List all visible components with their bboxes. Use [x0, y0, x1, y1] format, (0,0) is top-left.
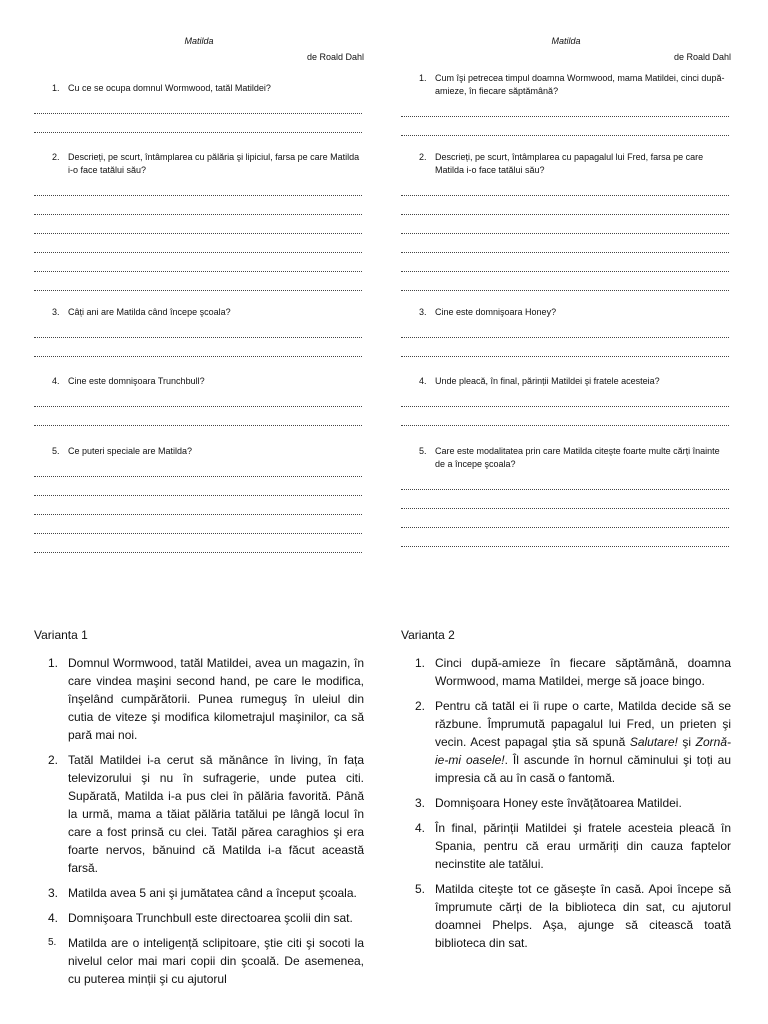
answer-number: 5.	[48, 937, 57, 948]
answer-number: 4.	[48, 911, 59, 925]
answer-item	[401, 697, 731, 787]
answer-item	[34, 909, 364, 927]
question	[34, 82, 362, 95]
question-number: 3.	[419, 307, 427, 317]
answer-line[interactable]	[34, 234, 362, 253]
answer-line[interactable]	[401, 490, 729, 509]
answer-item	[401, 880, 731, 952]
answer-line[interactable]	[34, 477, 362, 496]
worksheet-author: de Roald Dahl	[673, 52, 731, 62]
worksheet-title: Matilda	[184, 36, 214, 46]
answer-item	[401, 819, 731, 873]
quoted-phrase: Zornă- ie-mi oasele!	[435, 735, 731, 767]
worksheet-author: de Roald Dahl	[306, 52, 364, 62]
answer-text: Matilda are o inteligență sclipitoare, ştie citi şi socoti la nivelul celor mai mari copii din şcoală. De asemenea, cu puterea minții şi cu ajutorul	[68, 936, 364, 986]
question	[401, 72, 731, 98]
answer-number: 5.	[415, 882, 426, 896]
answer-text-part: şi	[677, 735, 696, 749]
answer-line[interactable]	[401, 272, 729, 291]
question-number: 3.	[52, 307, 60, 317]
answer-line[interactable]	[401, 528, 729, 547]
answer-line[interactable]	[34, 196, 362, 215]
answer-number: 1.	[48, 656, 59, 670]
answer-number: 4.	[415, 821, 426, 835]
worksheet-title: Matilda	[551, 36, 581, 46]
question-text: Descrieți, pe scurt, întâmplarea cu papagalul lui Fred, farsa pe care Matilda i-o face tatălui său?	[435, 152, 704, 175]
quoted-phrase: Salutare!	[629, 735, 678, 749]
answer-text: În final, părinții Matildei şi fratele acesteia pleacă în Spania, pentru că erau urmăriți din cauza faptelor necinstite ale tatălui.	[435, 821, 731, 871]
answer-line[interactable]	[401, 388, 729, 407]
answer-line[interactable]	[34, 177, 362, 196]
answer-item	[401, 654, 731, 690]
answer-text: Domnişoara Trunchbull este directoarea şcolii din sat.	[68, 911, 353, 925]
answer-line[interactable]	[34, 272, 362, 291]
question-text: Cum îşi petrecea timpul doamna Wormwood, mama Matildei, cinci după-amieze, în fiecare săptămână?	[435, 73, 725, 96]
question	[34, 151, 364, 177]
answer-item	[34, 654, 364, 744]
answer-line[interactable]	[401, 338, 729, 357]
answer-line[interactable]	[34, 407, 362, 426]
answer-line[interactable]	[34, 95, 362, 114]
question	[401, 306, 729, 319]
answer-line[interactable]	[34, 515, 362, 534]
answer-number: 2.	[415, 699, 426, 713]
answer-text: Matilda citeşte tot ce găseşte în casă. Apoi începe să împrumute cărți de la biblioteca din sat, cu ajutorul doamnei Phelps. Aşa, ajunge să citească toată biblioteca din sat.	[435, 882, 731, 950]
question-number: 2.	[419, 152, 427, 162]
answer-text	[435, 699, 731, 785]
question-number: 2.	[52, 152, 60, 162]
answer-item	[34, 934, 364, 988]
question	[34, 445, 362, 458]
question-text: Descrieți, pe scurt, întâmplarea cu pălăria şi lipiciul, farsa pe care Matilda i-o face tatălui său?	[68, 152, 360, 175]
answer-text: Domnul Wormwood, tatăl Matildei, avea un magazin, în care vindea maşini second hand, pe care le modifica, înşelând cumpărătorii. Punea rumeguş în uleiul din cutia de viteze şi modifica kilometrajul maşinilor, ca să pară mai noi.	[68, 656, 364, 742]
answer-text: Cinci după-amieze în fiecare săptămână, doamna Wormwood, mama Matildei, merge să joace bingo.	[435, 656, 731, 688]
answer-line[interactable]	[34, 458, 362, 477]
answer-line[interactable]	[401, 196, 729, 215]
answer-text: Tatăl Matildei i-a cerut să mănânce în living, în fața televizorului şi nu în sufragerie, unde putea citi. Supărată, Matilda i-a pus clei în pălăria favorită. Până la urmă, mama a tăiat pălăria tatălui pe lângă locul în care a fost prinsă cu clei. Tatăl părea caraghios şi era foarte nervos, bănuind că Matilda i-a făcut această farsă.	[68, 753, 364, 875]
answer-number: 3.	[415, 796, 426, 810]
question-block	[34, 151, 364, 291]
question-text: Cine este domnişoara Honey?	[435, 307, 557, 317]
question-text: Care este modalitatea prin care Matilda citeşte foarte multe cărți înainte de a începe şcoala?	[435, 446, 720, 469]
question-text: Unde pleacă, în final, părinții Matildei şi fratele acesteia?	[435, 376, 660, 386]
question	[401, 151, 731, 177]
answer-text-part: Pentru că tatăl ei îi rupe o carte, Matilda decide să se răzbune. Împrumută papagalul lui Fred, un prieten şi vecin. Acest papagal ştia să spună	[435, 699, 731, 749]
answer-line[interactable]	[34, 534, 362, 553]
answer-text-part: . Îl ascunde în hornul căminului şi toți au impresia că au în casă o fantomă.	[435, 753, 731, 785]
answer-item	[34, 751, 364, 877]
answer-line[interactable]	[34, 253, 362, 272]
answer-line[interactable]	[401, 509, 729, 528]
question-block	[34, 445, 362, 553]
answer-line[interactable]	[401, 253, 729, 272]
question-number: 1.	[52, 83, 60, 93]
question	[34, 375, 362, 388]
answer-line[interactable]	[401, 407, 729, 426]
answer-line[interactable]	[401, 319, 729, 338]
worksheet-right	[401, 0, 731, 469]
variant-1-answers	[34, 654, 364, 995]
answer-line[interactable]	[34, 319, 362, 338]
answer-line[interactable]	[34, 388, 362, 407]
answer-line[interactable]	[34, 338, 362, 357]
answer-line[interactable]	[34, 496, 362, 515]
question-text: Cine este domnişoara Trunchbull?	[68, 376, 205, 386]
answer-number: 3.	[48, 886, 59, 900]
answer-line[interactable]	[401, 215, 729, 234]
question-text: Ce puteri speciale are Matilda?	[68, 446, 193, 456]
answer-line[interactable]	[401, 234, 729, 253]
answer-text: Domnişoara Honey este învățătoarea Matildei.	[435, 796, 682, 810]
question-number: 1.	[419, 73, 427, 83]
question-number: 5.	[419, 446, 427, 456]
answer-item	[401, 794, 731, 812]
answer-line[interactable]	[34, 114, 362, 133]
answer-item	[34, 884, 364, 902]
answer-number: 2.	[48, 753, 59, 767]
answer-line[interactable]	[401, 471, 729, 490]
question-block	[401, 151, 731, 291]
question-block	[34, 82, 362, 133]
question-block	[401, 375, 729, 426]
question-block	[401, 445, 731, 547]
variant-2-answers	[401, 654, 731, 959]
question	[401, 445, 731, 471]
question-block	[34, 306, 362, 357]
question-number: 4.	[52, 376, 60, 386]
worksheet-left	[34, 0, 364, 456]
question	[401, 375, 729, 388]
answer-number: 1.	[415, 656, 426, 670]
question-text: Câți ani are Matilda când începe şcoala?	[68, 307, 231, 317]
question-number: 5.	[52, 446, 60, 456]
variant-2-heading: Varianta 2	[401, 628, 455, 642]
answer-line[interactable]	[401, 98, 729, 117]
answer-line[interactable]	[401, 177, 729, 196]
question	[34, 306, 362, 319]
answer-line[interactable]	[401, 117, 729, 136]
question-block	[34, 375, 362, 426]
question-text: Cu ce se ocupa domnul Wormwood, tatăl Matildei?	[68, 83, 271, 93]
question-number: 4.	[419, 376, 427, 386]
answer-text: Matilda avea 5 ani şi jumătatea când a început şcoala.	[68, 886, 357, 900]
variant-1-heading: Varianta 1	[34, 628, 88, 642]
question-block	[401, 72, 731, 136]
answer-line[interactable]	[34, 215, 362, 234]
question-block	[401, 306, 729, 357]
